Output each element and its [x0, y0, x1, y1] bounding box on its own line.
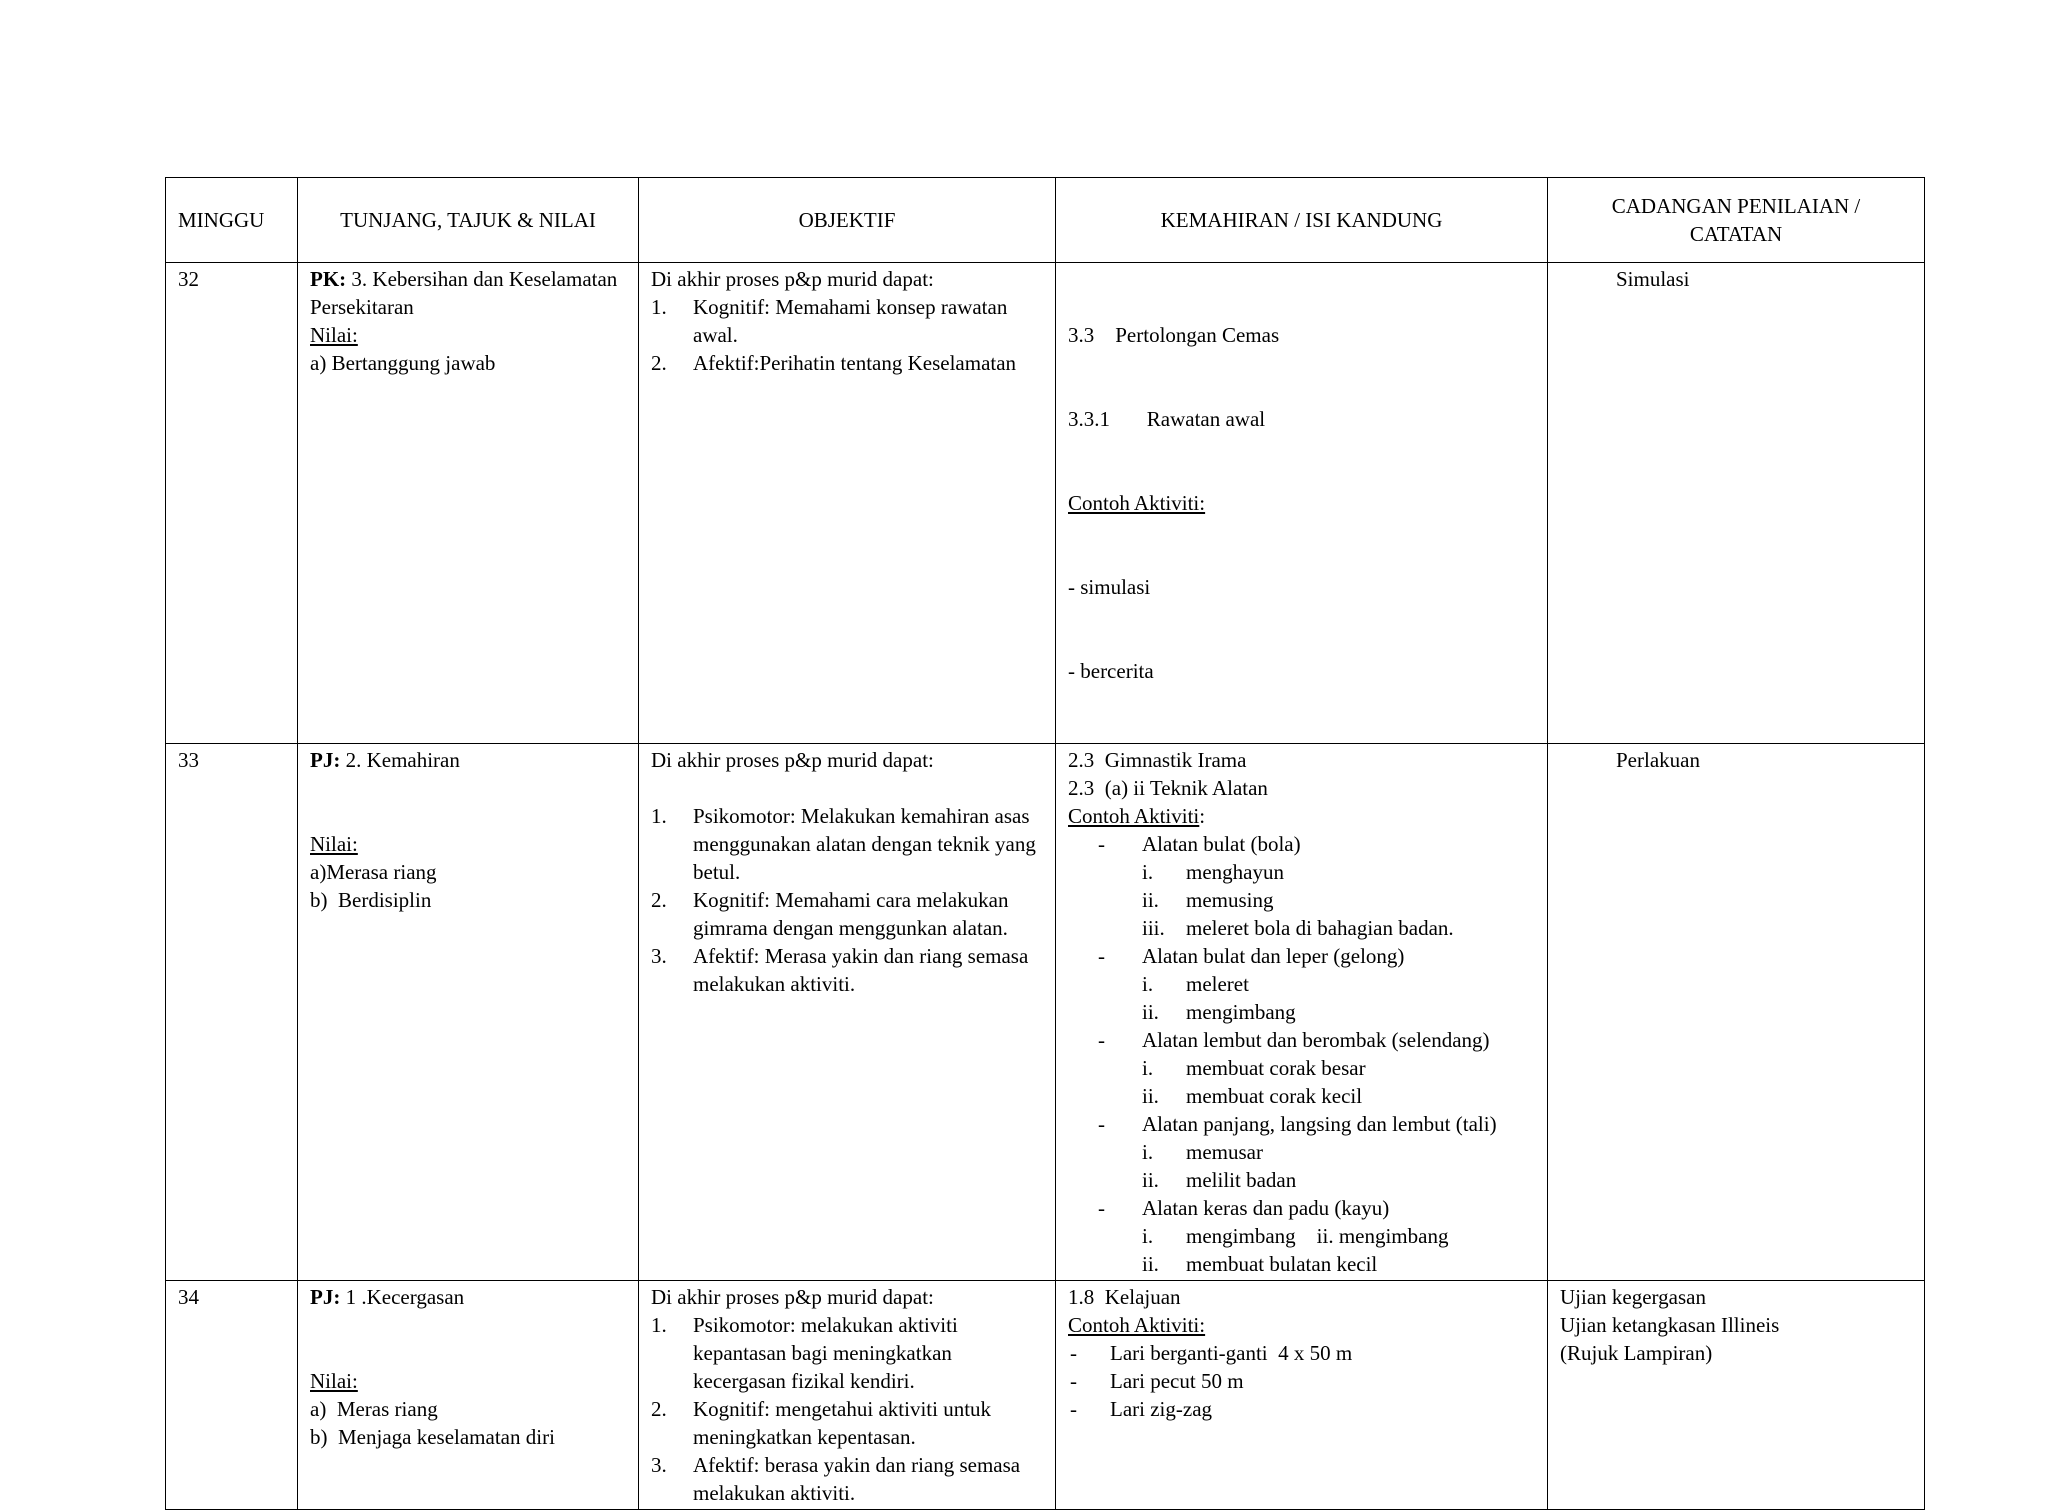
roman-marker: ii.: [1142, 888, 1159, 912]
objektif-intro: Di akhir proses p&p murid dapat:: [651, 267, 934, 291]
dash-marker: -: [1098, 1028, 1105, 1052]
tunjang-cell: [298, 1281, 639, 1510]
alatan-item: [1068, 1194, 1535, 1222]
objektif-item: [651, 1451, 1043, 1507]
objektif-item: [651, 886, 1043, 942]
tunjang-prefix: PJ:: [310, 748, 341, 772]
objektif-text: Psikomotor: melakukan aktiviti kepantasan bagi meningkatkan kecergasan fizikal kendiri.: [693, 1313, 958, 1393]
penilaian-cell: [1548, 263, 1925, 744]
aktiviti-text: Lari pecut 50 m: [1110, 1369, 1244, 1393]
aktiviti-text: Lari berganti-ganti 4 x 50 m: [1110, 1341, 1353, 1365]
tunjang-text: 2. Kemahiran: [340, 748, 460, 772]
header-minggu: MINGGU: [166, 178, 298, 263]
alatan-sub-text: mengimbang ii. mengimbang: [1186, 1224, 1449, 1248]
roman-marker: ii.: [1142, 1168, 1159, 1192]
nilai-label: Nilai:: [310, 832, 358, 856]
dash-marker: -: [1070, 1369, 1077, 1393]
roman-marker: ii.: [1142, 1252, 1159, 1276]
objektif-text: Afektif:Perihatin tentang Keselamatan: [693, 351, 1017, 375]
objektif-intro: Di akhir proses p&p murid dapat:: [651, 748, 934, 772]
objektif-item: [651, 293, 1043, 349]
nilai-item: b) Menjaga keselamatan diri: [310, 1425, 555, 1449]
roman-marker: i.: [1142, 1140, 1154, 1164]
week-number: 32: [166, 263, 298, 744]
alatan-sub-item: [1068, 1250, 1535, 1278]
kemahiran-line: 3.3 Pertolongan Cemas: [1068, 323, 1280, 347]
tunjang-prefix: PJ:: [310, 1285, 341, 1309]
dash-marker: -: [1070, 1397, 1077, 1421]
objektif-text: Afektif: berasa yakin dan riang semasa melakukan aktiviti.: [693, 1453, 1021, 1505]
roman-marker: iii.: [1142, 916, 1165, 940]
nilai-item: a)Merasa riang: [310, 860, 437, 884]
objektif-item: [651, 349, 1043, 377]
spacer: [310, 1311, 626, 1339]
tunjang-title: [310, 746, 626, 774]
tunjang-title: [310, 1283, 626, 1311]
spacer: [310, 802, 626, 830]
tunjang-title: [310, 265, 626, 321]
penilaian-cell: [1548, 1281, 1925, 1510]
penilaian-item: (Rujuk Lampiran): [1560, 1341, 1713, 1365]
aktiviti-item: [1068, 1339, 1535, 1367]
alatan-sub-item: [1068, 858, 1535, 886]
alatan-sub-item: [1068, 1082, 1535, 1110]
nilai-label: Nilai:: [310, 1369, 358, 1393]
kemahiran-line: 1.8 Kelajuan: [1068, 1285, 1181, 1309]
kemahiran-line: 2.3 Gimnastik Irama: [1068, 748, 1247, 772]
objektif-item: [651, 802, 1043, 886]
roman-marker: i.: [1142, 1056, 1154, 1080]
roman-marker: i.: [1142, 1224, 1154, 1248]
objektif-number: 1.: [651, 1313, 667, 1337]
objektif-cell: [639, 263, 1056, 744]
alatan-label: Alatan lembut dan berombak (selendang): [1142, 1028, 1490, 1052]
kemahiran-cell: [1056, 1281, 1548, 1510]
objektif-number: 2.: [651, 351, 667, 375]
objektif-text: Kognitif: Memahami cara melakukan gimrama dengan menggunkan alatan.: [693, 888, 1009, 940]
roman-marker: ii.: [1142, 1000, 1159, 1024]
objektif-text: Kognitif: Memahami konsep rawatan awal.: [693, 295, 1008, 347]
objektif-text: Afektif: Merasa yakin dan riang semasa melakukan aktiviti.: [693, 944, 1029, 996]
objektif-number: 1.: [651, 295, 667, 319]
contoh-item: - simulasi: [1068, 575, 1151, 599]
week-number: 34: [166, 1281, 298, 1510]
alatan-sub-text: membuat corak kecil: [1186, 1084, 1363, 1108]
table-row-week-34: [166, 1281, 1925, 1510]
nilai-label: Nilai:: [310, 323, 358, 347]
alatan-label: Alatan keras dan padu (kayu): [1142, 1196, 1390, 1220]
header-tunjang: TUNJANG, TAJUK & NILAI: [298, 178, 639, 263]
contoh-aktiviti-label: Contoh Aktiviti: [1068, 804, 1200, 828]
table-row-week-32: [166, 263, 1925, 744]
alatan-sub-text: memusing: [1186, 888, 1274, 912]
objektif-number: 2.: [651, 888, 667, 912]
objektif-item: [651, 942, 1043, 998]
kemahiran-line: 3.3.1 Rawatan awal: [1068, 407, 1266, 431]
week-number: 33: [166, 744, 298, 1281]
alatan-label: Alatan panjang, langsing dan lembut (tali): [1142, 1112, 1497, 1136]
objektif-number: 2.: [651, 1397, 667, 1421]
tunjang-text: 3. Kebersihan dan Keselamatan Persekitaran: [310, 267, 618, 319]
nilai-item: a) Meras riang: [310, 1397, 438, 1421]
contoh-aktiviti-colon: :: [1199, 804, 1206, 828]
alatan-sub-text: meleret bola di bahagian badan.: [1186, 916, 1454, 940]
tunjang-prefix: PK:: [310, 267, 347, 291]
contoh-aktiviti-label-line: [1068, 802, 1535, 830]
header-objektif: OBJEKTIF: [639, 178, 1056, 263]
tunjang-cell: [298, 263, 639, 744]
roman-marker: i.: [1142, 860, 1154, 884]
spacer: [310, 774, 626, 802]
aktiviti-item: [1068, 1395, 1535, 1423]
spacer: [310, 1339, 626, 1367]
alatan-sub-text: membuat bulatan kecil: [1186, 1252, 1378, 1276]
objektif-cell: [639, 1281, 1056, 1510]
aktiviti-text: Lari zig-zag: [1110, 1397, 1213, 1421]
roman-marker: i.: [1142, 972, 1154, 996]
alatan-label: Alatan bulat dan leper (gelong): [1142, 944, 1405, 968]
kemahiran-cell: [1056, 263, 1548, 744]
dash-marker: -: [1070, 1341, 1077, 1365]
penilaian-item: Perlakuan: [1616, 748, 1700, 772]
objektif-number: 1.: [651, 804, 667, 828]
alatan-sub-item: [1068, 970, 1535, 998]
spacer: [651, 774, 1043, 802]
kemahiran-cell: [1056, 744, 1548, 1281]
alatan-sub-text: memusar: [1186, 1140, 1263, 1164]
penilaian-item: Ujian ketangkasan Illineis: [1560, 1313, 1780, 1337]
alatan-sub-text: melilit badan: [1186, 1168, 1297, 1192]
nilai-item: a) Bertanggung jawab: [310, 351, 496, 375]
alatan-sub-item: [1068, 886, 1535, 914]
alatan-item: [1068, 830, 1535, 858]
table-header-row: [166, 178, 1925, 263]
alatan-item: [1068, 1026, 1535, 1054]
objektif-intro: Di akhir proses p&p murid dapat:: [651, 1285, 934, 1309]
objektif-text: Kognitif: mengetahui aktiviti untuk meningkatkan kepentasan.: [693, 1397, 992, 1449]
contoh-aktiviti-label: Contoh Aktiviti:: [1068, 491, 1206, 515]
penilaian-item: Simulasi: [1616, 267, 1690, 291]
tunjang-cell: [298, 744, 639, 1281]
contoh-item: - bercerita: [1068, 659, 1154, 683]
alatan-sub-text: meleret: [1186, 972, 1249, 996]
dash-marker: -: [1098, 1112, 1105, 1136]
alatan-label: Alatan bulat (bola): [1142, 832, 1301, 856]
alatan-sub-text: mengimbang: [1186, 1000, 1296, 1024]
objektif-number: 3.: [651, 944, 667, 968]
lesson-plan-table: [165, 177, 1925, 1510]
alatan-sub-text: menghayun: [1186, 860, 1284, 884]
alatan-sub-item: [1068, 1138, 1535, 1166]
roman-marker: ii.: [1142, 1084, 1159, 1108]
penilaian-cell: [1548, 744, 1925, 1281]
aktiviti-item: [1068, 1367, 1535, 1395]
objektif-item: [651, 1395, 1043, 1451]
objektif-item: [651, 1311, 1043, 1395]
nilai-item: b) Berdisiplin: [310, 888, 432, 912]
alatan-item: [1068, 942, 1535, 970]
dash-marker: -: [1098, 1196, 1105, 1220]
dash-marker: -: [1098, 832, 1105, 856]
objektif-text: Psikomotor: Melakukan kemahiran asas menggunakan alatan dengan teknik yang betul.: [693, 804, 1036, 884]
penilaian-item: Ujian kegergasan: [1560, 1285, 1706, 1309]
kemahiran-line: 2.3 (a) ii Teknik Alatan: [1068, 776, 1268, 800]
alatan-sub-text: membuat corak besar: [1186, 1056, 1366, 1080]
tunjang-text: 1 .Kecergasan: [340, 1285, 465, 1309]
dash-marker: -: [1098, 944, 1105, 968]
alatan-item: [1068, 1110, 1535, 1138]
alatan-sub-item: [1068, 1166, 1535, 1194]
contoh-aktiviti-label: Contoh Aktiviti:: [1068, 1313, 1206, 1337]
header-kemahiran: KEMAHIRAN / ISI KANDUNG: [1056, 178, 1548, 263]
alatan-sub-item: [1068, 914, 1535, 942]
header-penilaian: CADANGAN PENILAIAN / CATATAN: [1548, 178, 1925, 263]
table-row-week-33: [166, 744, 1925, 1281]
alatan-sub-item: [1068, 1222, 1535, 1250]
alatan-sub-item: [1068, 998, 1535, 1026]
alatan-sub-item: [1068, 1054, 1535, 1082]
objektif-cell: [639, 744, 1056, 1281]
objektif-number: 3.: [651, 1453, 667, 1477]
